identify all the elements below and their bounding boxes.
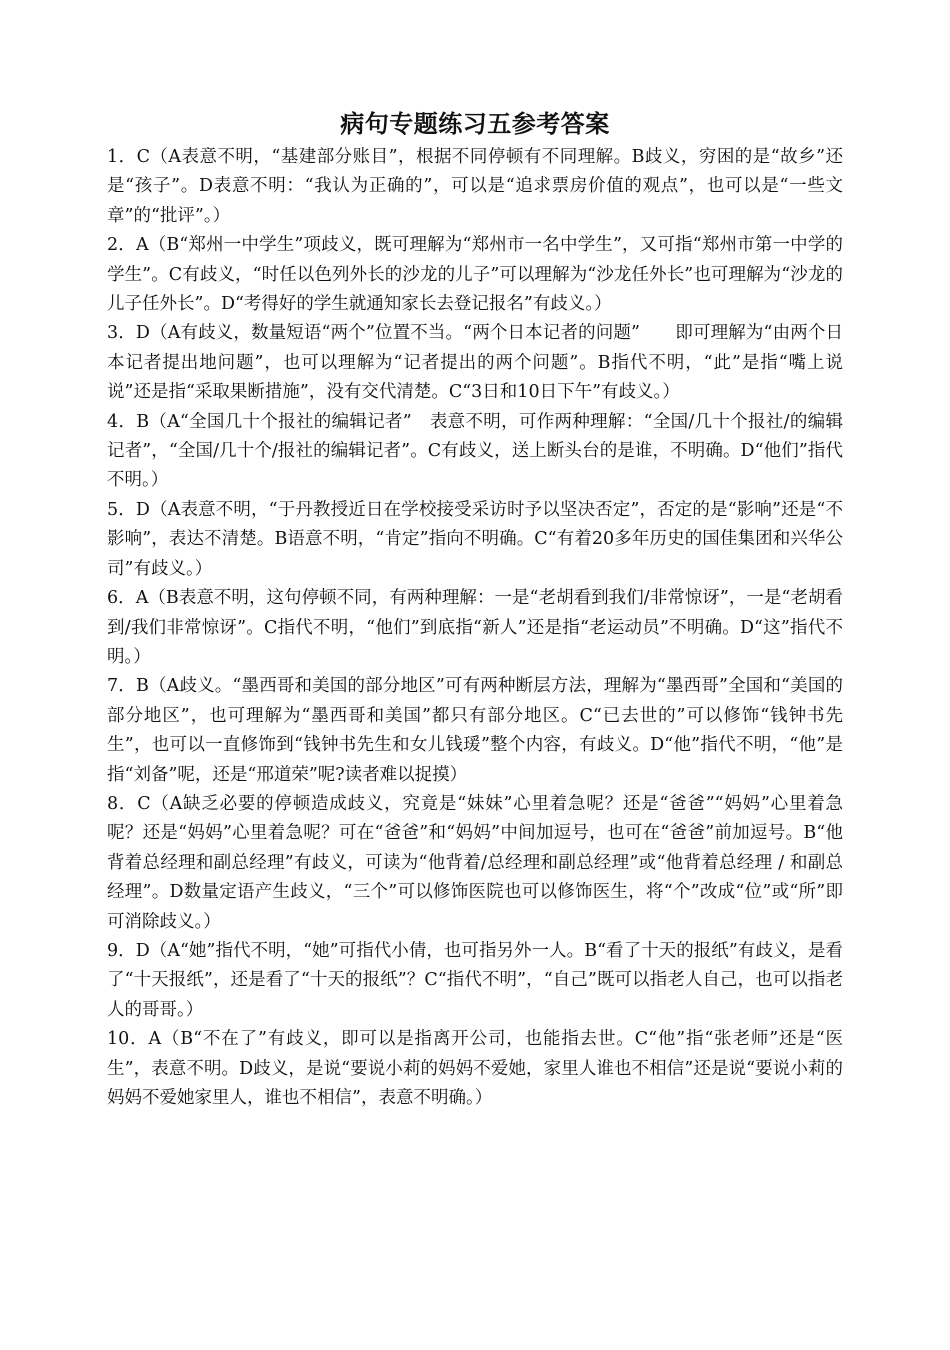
answer-item-6: 6．A（B表意不明，这句停顿不同，有两种理解：一是“老胡看到我们/非常惊讶”，一是“老胡看到/我们非常惊讶”。C指代不明，“他们”到底指“新人”还是指“老运动员”不明确。D“这”指代不明。） <box>107 588 843 667</box>
answer-list <box>107 143 843 1113</box>
answer-item-10: 10．A（B“不在了”有歧义，即可以是指离开公司，也能指去世。C“他”指“张老师”还是“医生”，表意不明。D歧义，是说“要说小莉的妈妈不爱她，家里人谁也不相信”还是说“要说小莉的妈妈不爱她家里人，谁也不相信”，表意不明确。） <box>107 1029 843 1108</box>
answer-item-3: 3．D（A有歧义，数量短语“两个”位置不当。“两个日本记者的问题” 即可理解为“由两个日本记者提出地问题”，也可以理解为“记者提出的两个问题”。B指代不明，“此”是指“嘴上说说”还是指“采取果断措施”，没有交代清楚。C“3日和10日下午”有歧义。） <box>107 323 843 403</box>
answer-item-4: 4．B（A“全国几十个报社的编辑记者” 表意不明，可作两种理解：“全国/几十个报社/的编辑记者”，“全国/几十个/报社的编辑记者”。C有歧义，送上断头台的是谁，不明确。D“他们”指代不明。） <box>107 411 843 491</box>
answer-item-2: 2．A（B“郑州一中学生”项歧义，既可理解为“郑州市一名中学生”，又可指“郑州市第一中学的学生”。C有歧义，“时任以色列外长的沙龙的儿子”可以理解为“沙龙任外长”也可理解为“沙龙的儿子任外长”。D“考得好的学生就通知家长去登记报名”有歧义。） <box>107 235 843 315</box>
answer-item-1: 1．C（A表意不明，“基建部分账目”，根据不同停顿有不同理解。B歧义，穷困的是“故乡”还是“孩子”。D表意不明：“我认为正确的”，可以是“追求票房价值的观点”，也可以是“一些文章”的“批评”。） <box>107 147 843 226</box>
answer-item-5: 5．D（A表意不明，“于丹教授近日在学校接受采访时予以坚决否定”，否定的是“影响”还是“不影响”，表达不清楚。B语意不明，“肯定”指向不明确。C“有着20多年历史的国佳集团和兴华公司”有歧义。） <box>107 499 843 579</box>
answer-item-7: 7．B（A歧义。“墨西哥和美国的部分地区”可有两种断层方法，理解为“墨西哥”全国和“美国的部分地区”，也可理解为“墨西哥和美国”都只有部分地区。C“已去世的”可以修饰“钱钟书先生”，也可以一直修饰到“钱钟书先生和女儿钱瑗”整个内容，有歧义。D“他”指代不明，“他”是指“刘备”呢，还是“邢道荣”呢?读者难以捉摸） <box>107 676 843 785</box>
answer-item-9: 9．D（A“她”指代不明，“她”可指代小倩，也可指另外一人。B“看了十天的报纸”有歧义，是看了“十天报纸”，还是看了“十天的报纸”？C“指代不明”，“自己”既可以指老人自己，也可以指老人的哥哥。） <box>107 940 843 1020</box>
answer-item-8: 8．C（A缺乏必要的停顿造成歧义，究竟是“妹妹”心里着急呢？还是“爸爸”“妈妈”心里着急呢？还是“妈妈”心里着急呢？可在“爸爸”和“妈妈”中间加逗号，也可在“爸爸”前加逗号。B“他背着总经理和副总经理”有歧义，可读为“他背着/总经理和副总经理”或“他背着总经理 / 和副总经理”。D数量定语产生歧义，“三个”可以修饰医院也可以修饰医生，将“个”改成“位”或“所”即可消除歧义。） <box>107 793 843 932</box>
page-title: 病句专题练习五参考答案 <box>340 109 610 138</box>
